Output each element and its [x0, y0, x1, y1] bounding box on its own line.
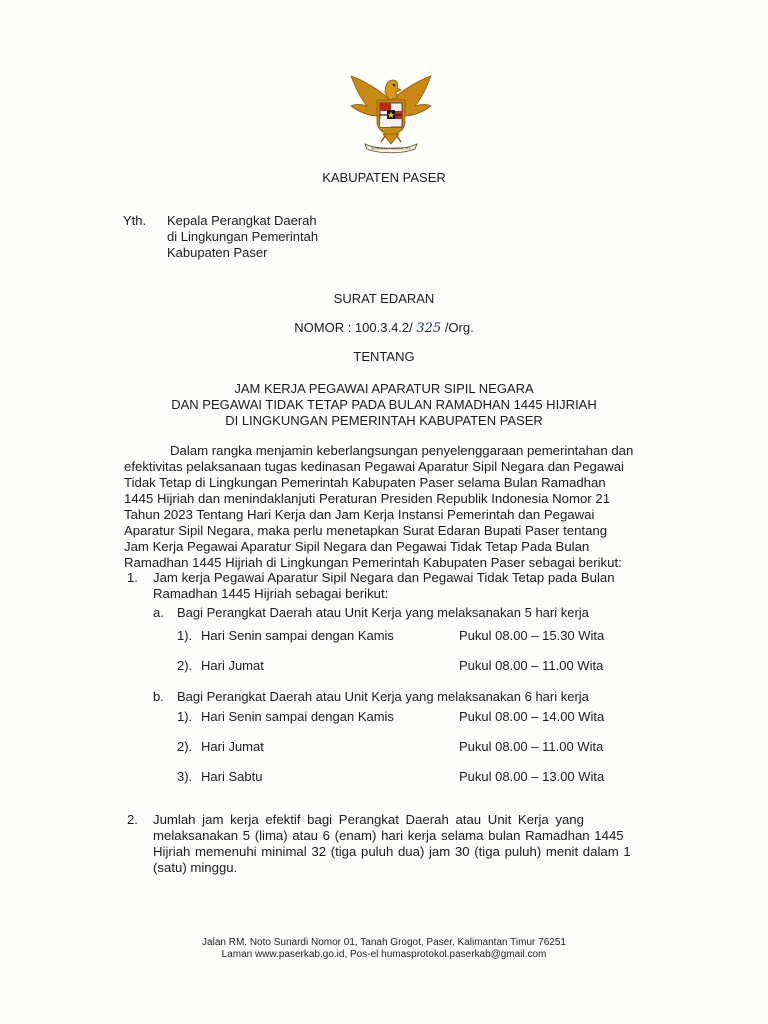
point-line: melaksanakan 5 (lima) atau 6 (enam) hari kerja selama bulan Ramadhan 1445	[153, 828, 624, 843]
schedule-num: 1).	[177, 709, 193, 724]
letter-number: NOMOR : 100.3.4.2/ 325 /Org.	[294, 320, 474, 336]
schedule-time: Pukul 08.00 – 13.00 Wita	[459, 769, 605, 784]
regency-heading: KABUPATEN PASER	[322, 170, 446, 185]
addressee-line: Kabupaten Paser	[167, 245, 268, 260]
schedule-day: Hari Senin sampai dengan Kamis	[201, 628, 394, 643]
point-line: Jumlah jam kerja efektif bagi Perangkat Daerah atau Unit Kerja yang	[153, 812, 584, 827]
schedule-num: 3).	[177, 769, 193, 784]
subject-line: DI LINGKUNGAN PEMERINTAH KABUPATEN PASER	[225, 413, 543, 428]
subject-line: DAN PEGAWAI TIDAK TETAP PADA BULAN RAMADHAN 1445 HIJRIAH	[171, 397, 597, 412]
intro-line: Aparatur Sipil Negara, maka perlu menetapkan Surat Edaran Bupati Paser tentang	[124, 523, 608, 538]
addressee-line: di Lingkungan Pemerintah	[167, 229, 319, 244]
intro-line: Tidak Tetap di Lingkungan Pemerintah Kabupaten Paser selama Bulan Ramadhan	[124, 475, 606, 490]
point-line: (satu) minggu.	[153, 860, 238, 875]
point-line: Ramadhan 1445 Hijriah sebagai berikut:	[153, 586, 389, 601]
schedule-day: Hari Jumat	[201, 739, 264, 754]
svg-text:BHINNEKA TUNGGAL IKA: BHINNEKA TUNGGAL IKA	[371, 146, 411, 151]
addressee-line: Kepala Perangkat Daerah	[167, 213, 317, 228]
sub-label: b.	[153, 689, 164, 704]
garuda-pancasila-icon	[345, 70, 437, 154]
schedule-time: Pukul 08.00 – 11.00 Wita	[459, 739, 604, 754]
subject-line: JAM KERJA PEGAWAI APARATUR SIPIL NEGARA	[234, 381, 534, 396]
schedule-day: Hari Sabtu	[201, 769, 263, 784]
footer-contact: Laman www.paserkab.go.id, Pos-el humasprotokol.paserkab@gmail.com	[221, 949, 547, 960]
schedule-time: Pukul 08.00 – 11.00 Wita	[459, 658, 604, 673]
sub-label: a.	[153, 605, 164, 620]
point-number: 1.	[127, 570, 138, 585]
intro-line: Tahun 2023 Tentang Hari Kerja dan Jam Kerja Instansi Pemerintah dan Pegawai	[124, 507, 595, 522]
intro-line: efektivitas pelaksanaan tugas kedinasan Pegawai Aparatur Sipil Negara dan Pegawai	[124, 459, 624, 474]
schedule-num: 2).	[177, 739, 193, 754]
schedule-num: 2).	[177, 658, 193, 673]
schedule-num: 1).	[177, 628, 193, 643]
point-line: Hijriah memenuhi minimal 32 (tiga puluh dua) jam 30 (tiga puluh) menit dalam 1	[153, 844, 631, 859]
schedule-time: Pukul 08.00 – 15.30 Wita	[459, 628, 605, 643]
intro-line: Ramadhan 1445 Hijriah di Lingkungan Pemerintah Kabupaten Paser sebagai berikut:	[124, 555, 622, 570]
intro-line: Jam Kerja Pegawai Aparatur Sipil Negara dan Pegawai Tidak Tetap Pada Bulan	[124, 539, 590, 554]
point-line: Jam kerja Pegawai Aparatur Sipil Negara dan Pegawai Tidak Tetap pada Bulan	[153, 570, 615, 585]
schedule-day: Hari Jumat	[201, 658, 264, 673]
sub-text: Bagi Perangkat Daerah atau Unit Kerja yang melaksanakan 5 hari kerja	[177, 605, 589, 620]
sub-text: Bagi Perangkat Daerah atau Unit Kerja yang melaksanakan 6 hari kerja	[177, 689, 589, 704]
intro-line: Dalam rangka menjamin keberlangsungan penyelenggaraan pemerintahan dan	[170, 443, 634, 458]
addressee-yth: Yth.	[123, 213, 147, 228]
letter-type: SURAT EDARAN	[333, 291, 435, 306]
schedule-time: Pukul 08.00 – 14.00 Wita	[459, 709, 605, 724]
point-number: 2.	[127, 812, 138, 827]
tentang-heading: TENTANG	[353, 349, 415, 364]
schedule-day: Hari Senin sampai dengan Kamis	[201, 709, 394, 724]
handwritten-number: 325	[416, 321, 442, 336]
intro-line: 1445 Hijriah dan menindaklanjuti Peraturan Presiden Republik Indonesia Nomor 21	[124, 491, 611, 506]
footer-address: Jalan RM. Noto Sunardi Nomor 01, Tanah Grogot, Paser, Kalimantan Timur 76251	[202, 937, 566, 948]
